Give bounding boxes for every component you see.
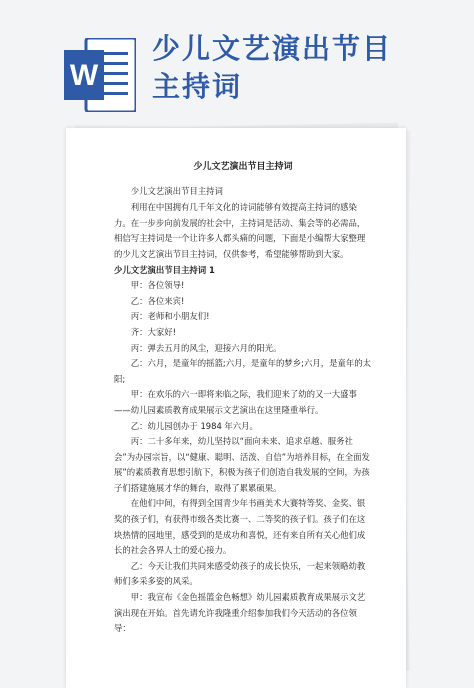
dialogue-line: 甲：在欢乐的六一即将来临之际，我们迎来了幼的又一大盛事——幼儿园素质教育成果展示文艺演出在这里隆重举行。: [114, 389, 357, 415]
banner-title-line2: 主持词: [152, 70, 243, 103]
document-subtitle: 少儿文艺演出节目主持词: [130, 185, 223, 196]
dialogue-line: 在他们中间，有得到全国青少年书画美术大赛特等奖、金奖、银奖的孩子们，有获得市级各类比赛一、二等奖的孩子们。孩子们在这块热情的园地里，感受到的是成功和喜悦，还有来自所有关心他们成长的社会各界人士的爱心接力。: [114, 498, 366, 556]
dialogue-line: 齐：大家好!: [130, 326, 177, 337]
banner: [0, 0, 474, 125]
dialogue-line: 乙：六月，是童年的摇篮;六月，是童年的梦乡;六月，是童年的太阳;: [114, 358, 371, 384]
dialogue-line: 丙：弹去五月的风尘，迎接六月的阳光。: [130, 342, 282, 353]
dialogue-line: 丙：二十多年来，幼儿坚持以“面向未来、追求卓越、服务社会”为办园宗旨，以“健康、聪明、活泼、自信”为培养目标，在全面发展”的素质教育思想引航下，积极为孩子们创造自我发展的空间，为孩子们搭建施展才华的舞台，取得了累累硕果。: [114, 436, 370, 493]
svg-text:W: W: [69, 59, 99, 92]
dialogue-line: 甲：各位领导!: [130, 280, 185, 291]
word-icon: [64, 38, 136, 112]
dialogue-line: 甲：我宣布《金色摇篮金色畅想》幼儿园素质教育成果展示文艺演出现在开始。首先请允许我隆重介绍参加我们今天活动的各位领导：: [114, 592, 366, 634]
banner-title-line1: 少儿文艺演出节目: [152, 32, 393, 65]
section-heading: 少儿文艺演出节目主持词 1: [114, 264, 215, 275]
document-content: [114, 160, 372, 637]
dialogue-line: 乙：各位来宾!: [130, 295, 185, 306]
document-title: 少儿文艺演出节目主持词: [193, 162, 293, 172]
intro-paragraph: 利用在中国拥有几千年文化的诗词能够有效提高主持词的感染力。在一步步向前发展的社会中，主持词是活动、集会等的必需品，相信写主持词是一个让许多人都头痛的问题，下面是小编帮大家整理的少儿文艺演出节目主持词，仅供参考，希望能够帮助到大家。: [114, 202, 366, 259]
dialogue-line: 乙：幼儿园创办于 1984 年六月。: [130, 420, 258, 431]
dialogue-line: 乙：今天让我们共同来感受幼孩子的成长快乐，一起来领略幼教师们多采多姿的风采。: [114, 560, 366, 587]
dialogue-line: 丙：老师和小朋友们!: [130, 311, 210, 322]
banner-title: [152, 30, 452, 106]
